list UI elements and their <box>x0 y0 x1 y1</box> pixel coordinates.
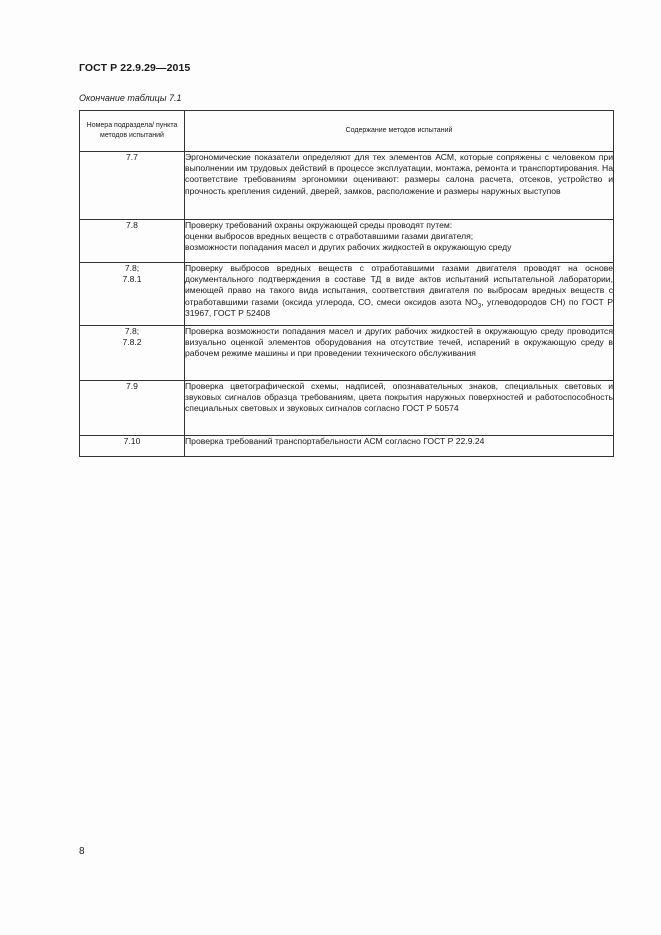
row-number-cell <box>80 381 185 436</box>
table-row <box>80 326 614 381</box>
row-number: 7.9 <box>126 381 138 391</box>
table-row <box>80 220 614 263</box>
table-row <box>80 381 614 436</box>
description-line: оценки выбросов вредных веществ с отработавшими газами двигателя; <box>185 231 474 242</box>
row-description: Эргономические показатели определяют для тех элементов АСМ, которые сопряжены с человеком при выполнении им трудовых действий в процессе эксплуатации, монтажа, ремонта и транспортирования. На соответствие требованиям эргономики оценивают: размеры салона расчета, отсеков, устройство и прочность крепления сидений, дверей, замков, расположение и размеры наружных выступов <box>185 152 614 220</box>
row-number: 7.10 <box>123 436 141 446</box>
row-number-cell <box>80 326 185 381</box>
description-line: Проверку требований охраны окружающей среды проводят путем: <box>185 220 453 230</box>
table-row <box>80 152 614 220</box>
description-text: Проверку выбросов вредных веществ с отработавшими газами двигателя проводят на основе документального подтверждения в составе ТД в виде актов испытаний испытательной лаборатории, имеющей право на такого вида испытания, соответствия двигателя по выбросам вредных веществ с отработавшими газами (оксида углерода, СО, смеси оксидов азота NO <box>185 263 613 307</box>
row-number-cell <box>80 152 185 220</box>
table-row <box>80 436 614 457</box>
row-number-cell <box>80 220 185 263</box>
row-description: Проверка возможности попадания масел и других рабочих жидкостей в окружающую среду проводится визуально оценкой элементов оборудования на отсутствие течей, испарений в окружающую среду в рабочем режиме машины и при проведении технического обслуживания <box>185 326 614 381</box>
description-text: , углеводородов СН) по ГОСТ Р 31967, ГОСТ Р 52408 <box>185 296 613 318</box>
test-methods-table <box>79 110 614 457</box>
row-number: 7.8.1 <box>122 274 142 285</box>
row-number: 7.8.2 <box>122 337 142 348</box>
row-description: Проверка требований транспортабельности АСМ согласно ГОСТ Р 22.9.24 <box>185 436 614 457</box>
table-row <box>80 263 614 326</box>
subscript: 3 <box>477 303 482 310</box>
table-caption: Окончание таблицы 7.1 <box>79 93 182 103</box>
row-number: 7.8; <box>124 326 140 336</box>
row-description <box>185 263 614 326</box>
row-number-cell <box>80 263 185 326</box>
document-header: ГОСТ Р 22.9.29—2015 <box>79 62 191 74</box>
row-number-cell <box>80 436 185 457</box>
row-number: 7.7 <box>126 152 138 162</box>
row-number: 7.8 <box>126 220 138 230</box>
description-line: возможности попадания масел и других рабочих жидкостей в окружающую среду <box>185 242 512 253</box>
row-description: Проверка цветографической схемы, надписей, опознавательных знаков, специальных световых и звуковых сигналов образца требованиям, цвета покрытия наружных поверхностей и работоспособность специальных световых и звуковых сигналов согласно ГОСТ Р 50574 <box>185 381 614 436</box>
row-description <box>185 220 614 263</box>
column-header-content: Содержание методов испытаний <box>185 111 614 152</box>
table-header-row <box>80 111 614 152</box>
column-header-number: Номера подраздела/ пункта методов испытаний <box>80 111 185 152</box>
page-number: 8 <box>79 846 85 857</box>
row-number: 7.8; <box>124 263 140 273</box>
